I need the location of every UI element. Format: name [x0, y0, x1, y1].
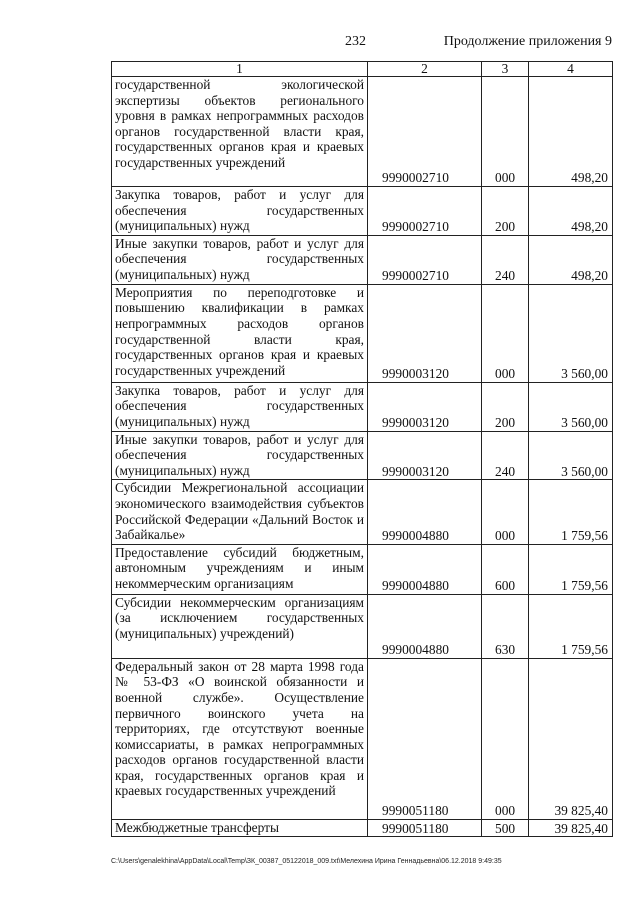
row-vr-code: 200 [482, 187, 529, 236]
table-row [112, 187, 613, 236]
row-vr-code: 240 [482, 431, 529, 480]
row-name: Федеральный закон от 28 марта 1998 года № 53-ФЗ «О воинской обязанности и военной службе». Осуществление первичного воинского учета на территориях, где отсутствуют военные комиссариаты, в рамках непрограммных расходов органов государственной власти края, государственных органов края и краевых государственных учреждений [112, 658, 368, 819]
table-row [112, 431, 613, 480]
row-csr-code: 9990002710 [368, 235, 482, 284]
column-header-name: 1 [112, 62, 368, 77]
row-csr-code: 9990003120 [368, 431, 482, 480]
row-amount: 39 825,40 [529, 658, 613, 819]
row-name: Иные закупки товаров, работ и услуг для обеспечения государственных (муниципальных) нужд [112, 235, 368, 284]
table-row [112, 658, 613, 819]
row-csr-code: 9990003120 [368, 284, 482, 382]
row-vr-code: 000 [482, 77, 529, 187]
row-name: Предоставление субсидий бюджетным, автономным учреждениям и иным некоммерческим организациям [112, 544, 368, 594]
column-header-amount: 4 [529, 62, 613, 77]
budget-table [111, 61, 613, 837]
column-header-vr: 3 [482, 62, 529, 77]
row-vr-code: 000 [482, 480, 529, 544]
row-name: Субсидии некоммерческим организациям (за исключением государственных (муниципальных) учреждений) [112, 594, 368, 658]
row-csr-code: 9990003120 [368, 382, 482, 431]
row-name: Межбюджетные трансферты [112, 819, 368, 837]
row-amount: 498,20 [529, 235, 613, 284]
row-name: государственной экологической экспертизы объектов регионального уровня в рамках непрограммных расходов органов государственной власти края, государственных органов края и краевых государственных учреждений [112, 77, 368, 187]
row-vr-code: 000 [482, 284, 529, 382]
row-vr-code: 630 [482, 594, 529, 658]
row-amount: 3 560,00 [529, 382, 613, 431]
row-name: Мероприятия по переподготовке и повышению квалификации в рамках непрограммных расходов органов государственной власти края, государственных органов края и краевых государственных учреждений [112, 284, 368, 382]
row-vr-code: 200 [482, 382, 529, 431]
row-csr-code: 9990002710 [368, 77, 482, 187]
row-amount: 1 759,56 [529, 544, 613, 594]
table-row [112, 77, 613, 187]
table-row [112, 544, 613, 594]
row-amount: 498,20 [529, 77, 613, 187]
appendix-continuation-note: Продолжение приложения 9 [443, 34, 612, 49]
page-number: 232 [345, 34, 366, 49]
table-header-row [112, 62, 613, 77]
row-vr-code: 600 [482, 544, 529, 594]
row-csr-code: 9990051180 [368, 819, 482, 837]
row-csr-code: 9990004880 [368, 594, 482, 658]
row-amount: 39 825,40 [529, 819, 613, 837]
row-csr-code: 9990002710 [368, 187, 482, 236]
table-row [112, 594, 613, 658]
table-row [112, 819, 613, 837]
row-amount: 498,20 [529, 187, 613, 236]
row-csr-code: 9990004880 [368, 544, 482, 594]
row-name: Иные закупки товаров, работ и услуг для обеспечения государственных (муниципальных) нужд [112, 431, 368, 480]
row-csr-code: 9990004880 [368, 480, 482, 544]
document-file-path-footer: C:\Users\genalekhina\AppData\Local\Temp\ЗК_00387_05122018_009.txt\Мелехина Ирина Геннадьевна\06.12.2018 9:49:35 [111, 858, 502, 865]
row-name: Субсидии Межрегиональной ассоциации экономического взаимодействия субъектов Российской Федерации «Дальний Восток и Забайкалье» [112, 480, 368, 544]
row-amount: 3 560,00 [529, 284, 613, 382]
row-name: Закупка товаров, работ и услуг для обеспечения государственных (муниципальных) нужд [112, 187, 368, 236]
row-csr-code: 9990051180 [368, 658, 482, 819]
row-amount: 1 759,56 [529, 480, 613, 544]
row-name: Закупка товаров, работ и услуг для обеспечения государственных (муниципальных) нужд [112, 382, 368, 431]
row-vr-code: 000 [482, 658, 529, 819]
table-row [112, 382, 613, 431]
table-row [112, 480, 613, 544]
table-row [112, 235, 613, 284]
table-row [112, 284, 613, 382]
row-amount: 3 560,00 [529, 431, 613, 480]
row-amount: 1 759,56 [529, 594, 613, 658]
column-header-csr: 2 [368, 62, 482, 77]
row-vr-code: 240 [482, 235, 529, 284]
row-vr-code: 500 [482, 819, 529, 837]
